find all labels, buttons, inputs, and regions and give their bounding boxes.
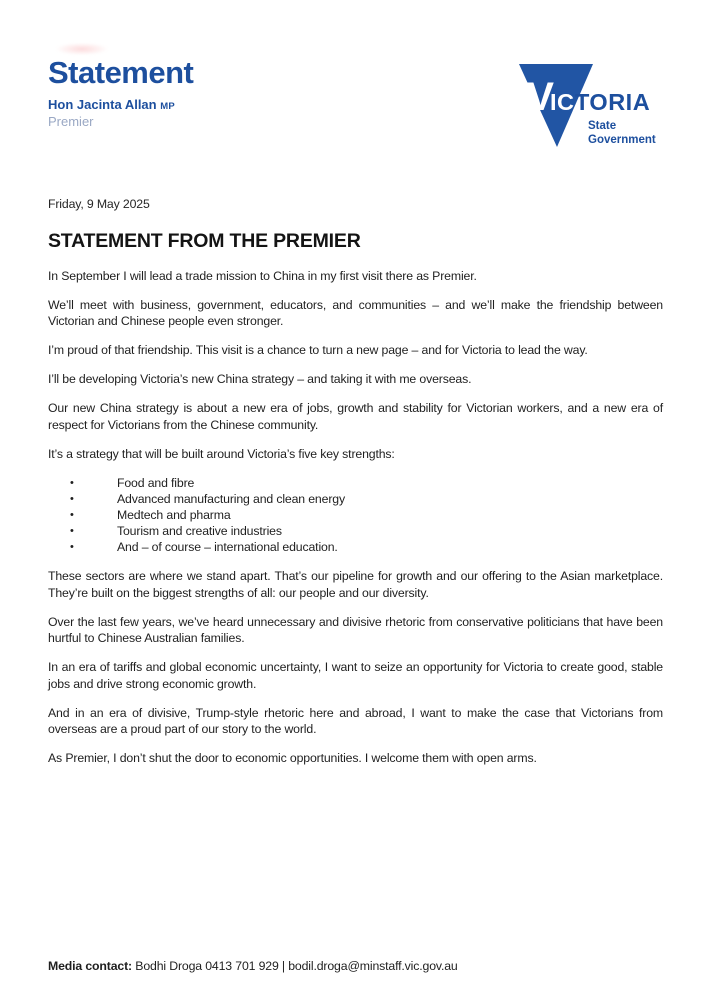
list-item-text: Medtech and pharma bbox=[117, 507, 231, 522]
scan-smudge-artifact bbox=[56, 43, 108, 55]
logo-letters-toria: TORIA bbox=[575, 89, 651, 115]
paragraph: I’m proud of that friendship. This visit is a chance to turn a new page – and for Victoria to lead the way. bbox=[48, 343, 588, 357]
page-title: Statement bbox=[48, 55, 194, 90]
logo-government-label: Government bbox=[588, 134, 656, 146]
victoria-state-government-logo bbox=[514, 57, 664, 150]
list-item bbox=[48, 507, 663, 523]
list-item-text: And – of course – international education. bbox=[117, 540, 338, 555]
bullet-icon: • bbox=[70, 525, 74, 538]
paragraph: And in an era of divisive, Trump-style rhetoric here and abroad, I want to make the case that Victorians from overseas are a proud part of our story to the world. bbox=[48, 705, 663, 737]
paragraph: It’s a strategy that will be built around Victoria’s five key strengths: bbox=[48, 446, 395, 461]
media-contact-label: Media contact: bbox=[48, 959, 132, 973]
logo-letters-ic: IC bbox=[550, 89, 575, 115]
statement-body bbox=[48, 196, 663, 779]
author-line bbox=[48, 97, 193, 114]
list-item bbox=[48, 491, 663, 507]
logo-letter-v: V bbox=[527, 75, 555, 119]
bullet-icon: • bbox=[70, 492, 74, 505]
paragraph: As Premier, I don’t shut the door to economic opportunities. I welcome them with open arms. bbox=[48, 751, 537, 766]
paragraph: These sectors are where we stand apart. That’s our pipeline for growth and our offering to the Asian marketplace. They’re built on the biggest strengths of all: our people and our diversity. bbox=[48, 569, 663, 600]
bullet-icon: • bbox=[70, 541, 74, 554]
statement-date: Friday, 9 May 2025 bbox=[48, 197, 150, 211]
paragraph: In an era of tariffs and global economic uncertainty, I want to seize an opportunity for Victoria to create good, stable jobs and drive strong economic growth. bbox=[48, 660, 663, 691]
list-item-text: Food and fibre bbox=[117, 475, 195, 490]
statement-heading: STATEMENT FROM THE PREMIER bbox=[48, 229, 361, 252]
list-item bbox=[48, 475, 663, 491]
list-item-text: Advanced manufacturing and clean energy bbox=[117, 491, 345, 506]
paragraph: We’ll meet with business, government, educators, and communities – and we’ll make the friendship between Victorian and Chinese people even stronger. bbox=[48, 297, 663, 328]
paragraph: In September I will lead a trade mission to China in my first visit there as Premier. bbox=[48, 268, 477, 283]
author-suffix: MP bbox=[160, 101, 175, 112]
list-item bbox=[48, 539, 663, 555]
key-strengths-list bbox=[48, 475, 663, 556]
author-name: Hon Jacinta Allan bbox=[48, 97, 157, 112]
author-role: Premier bbox=[48, 114, 94, 129]
bullet-icon: • bbox=[70, 476, 74, 489]
list-item bbox=[48, 523, 663, 539]
paragraph: I’ll be developing Victoria’s new China strategy – and taking it with me overseas. bbox=[48, 372, 472, 386]
paragraph: Over the last few years, we’ve heard unnecessary and divisive rhetoric from conservative politicians that have been hurtful to Chinese Australian families. bbox=[48, 614, 663, 646]
list-item-text: Tourism and creative industries bbox=[117, 524, 282, 539]
media-contact-footer bbox=[48, 958, 663, 974]
logo-state-label: State bbox=[588, 120, 617, 132]
media-contact-details: Bodhi Droga 0413 701 929 | bodil.droga@minstaff.vic.gov.au bbox=[132, 959, 458, 973]
paragraph: Our new China strategy is about a new era of jobs, growth and stability for Victorian workers, and a new era of respect for Victorians from the Chinese community. bbox=[48, 401, 663, 432]
bullet-icon: • bbox=[70, 508, 74, 521]
